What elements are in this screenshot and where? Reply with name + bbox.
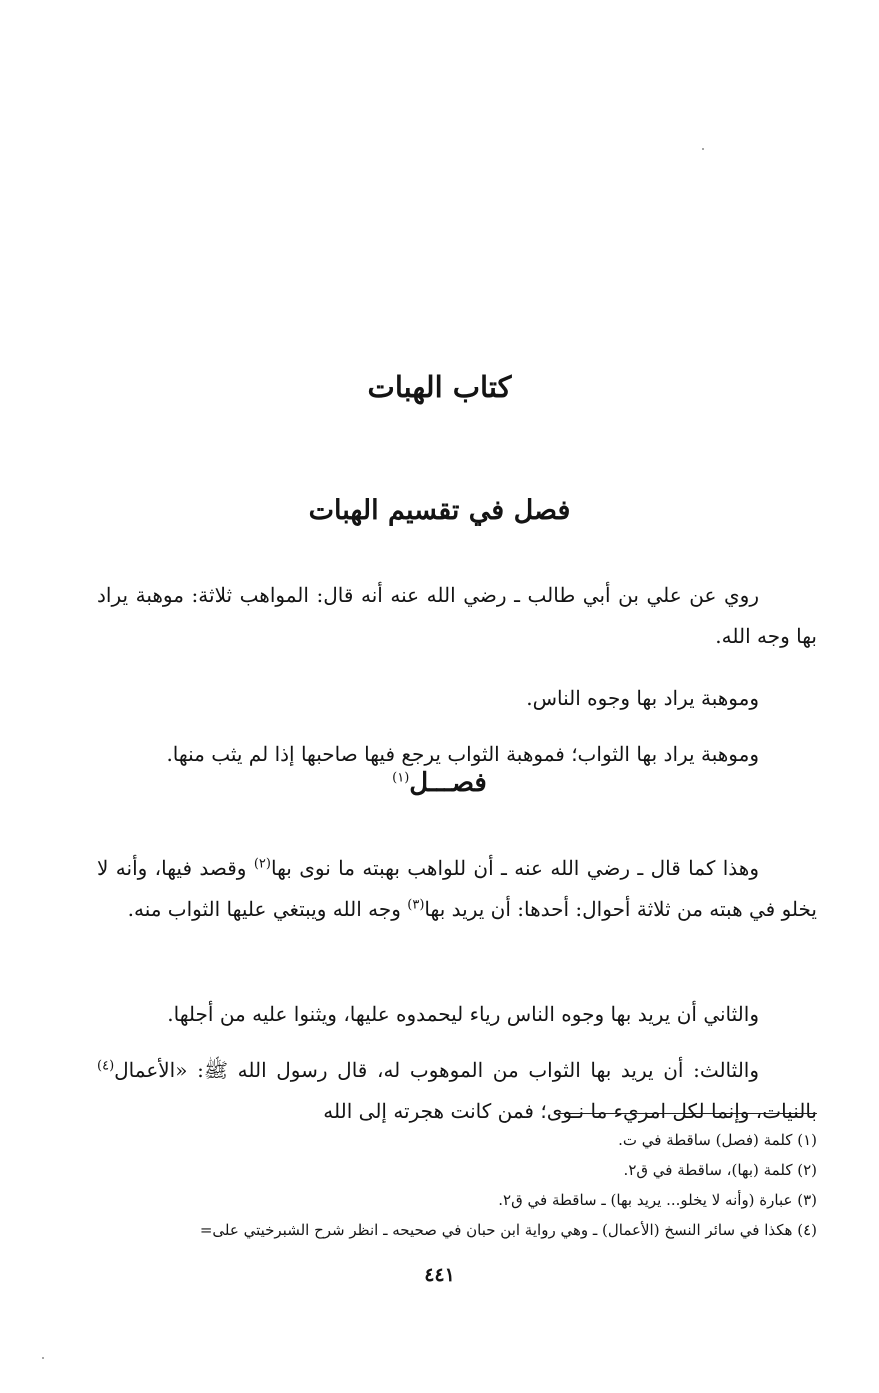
paragraph-third-case-text: والثالث: أن يريد بها الثواب من الموهوب له، قال رسول الله ﷺ: «الأعمال — [114, 1058, 759, 1082]
paragraph-second-gift — [97, 678, 817, 719]
footnote-item: (٢) كلمة (بها)، ساقطة في ق٢. — [623, 1161, 817, 1179]
subsection-title-text: فصـــل — [409, 768, 487, 798]
footnotes — [82, 1125, 817, 1245]
footnote-separator — [558, 1113, 817, 1114]
page-number: ٤٤١ — [424, 1264, 455, 1286]
paragraph-second-gift-text: وموهبة يراد بها وجوه الناس. — [526, 686, 759, 710]
footnote-marker: (٣) — [407, 897, 425, 913]
book-title: كتاب الهبات — [367, 370, 512, 404]
subsection-title — [0, 768, 879, 798]
paragraph-explanation-text: وهذا كما قال ـ رضي الله عنه ـ أن للواهب بهبته ما نوى بها — [270, 856, 759, 880]
paragraph-third-gift-text: وموهبة يراد بها الثواب؛ فموهبة الثواب يرجع فيها صاحبها إذا لم يثب منها. — [166, 742, 759, 766]
section-title: فصل في تقسيم الهبات — [308, 495, 571, 526]
paragraph-explanation-text: وقصد فيها، وأنه لا يخلو في هبته من ثلاثة أحوال: أحدها: أن يريد بها — [97, 856, 817, 921]
scan-speck — [42, 1357, 44, 1359]
footnote-item: (٤) هكذا في سائر النسخ (الأعمال) ـ وهي رواية ابن حبان في صحيحه ـ انظر شرح الشبرخيتي على= — [199, 1221, 817, 1239]
paragraph-intro-text: روي عن علي بن أبي طالب ـ رضي الله عنه أنه قال: المواهب ثلاثة: موهبة يراد بها وجه الله. — [97, 583, 817, 648]
footnote-marker: (٤) — [97, 1058, 115, 1074]
scan-speck — [702, 148, 704, 150]
paragraph-second-case — [97, 994, 817, 1035]
paragraph-second-case-text: والثاني أن يريد بها وجوه الناس رياء ليحمدوه عليها، ويثنوا عليه من أجلها. — [167, 1002, 759, 1026]
footnote-marker: (١) — [392, 770, 410, 786]
paragraph-intro — [97, 575, 817, 657]
footnote-item: (١) كلمة (فصل) ساقطة في ت. — [618, 1131, 817, 1149]
footnote-marker: (٢) — [253, 856, 271, 872]
paragraph-explanation — [97, 848, 817, 930]
paragraph-third-case — [97, 1050, 817, 1132]
footnote-item: (٣) عبارة (وأنه لا يخلو... يريد بها) ـ ساقطة في ق٢. — [498, 1191, 817, 1209]
paragraph-third-case-text: بالنيات، وإنما لكل امريء ما نـوى؛ فمن كانت هجرته إلى الله — [323, 1099, 817, 1123]
paragraph-explanation-text: وجه الله ويبتغي عليها الثواب منه. — [127, 897, 408, 921]
